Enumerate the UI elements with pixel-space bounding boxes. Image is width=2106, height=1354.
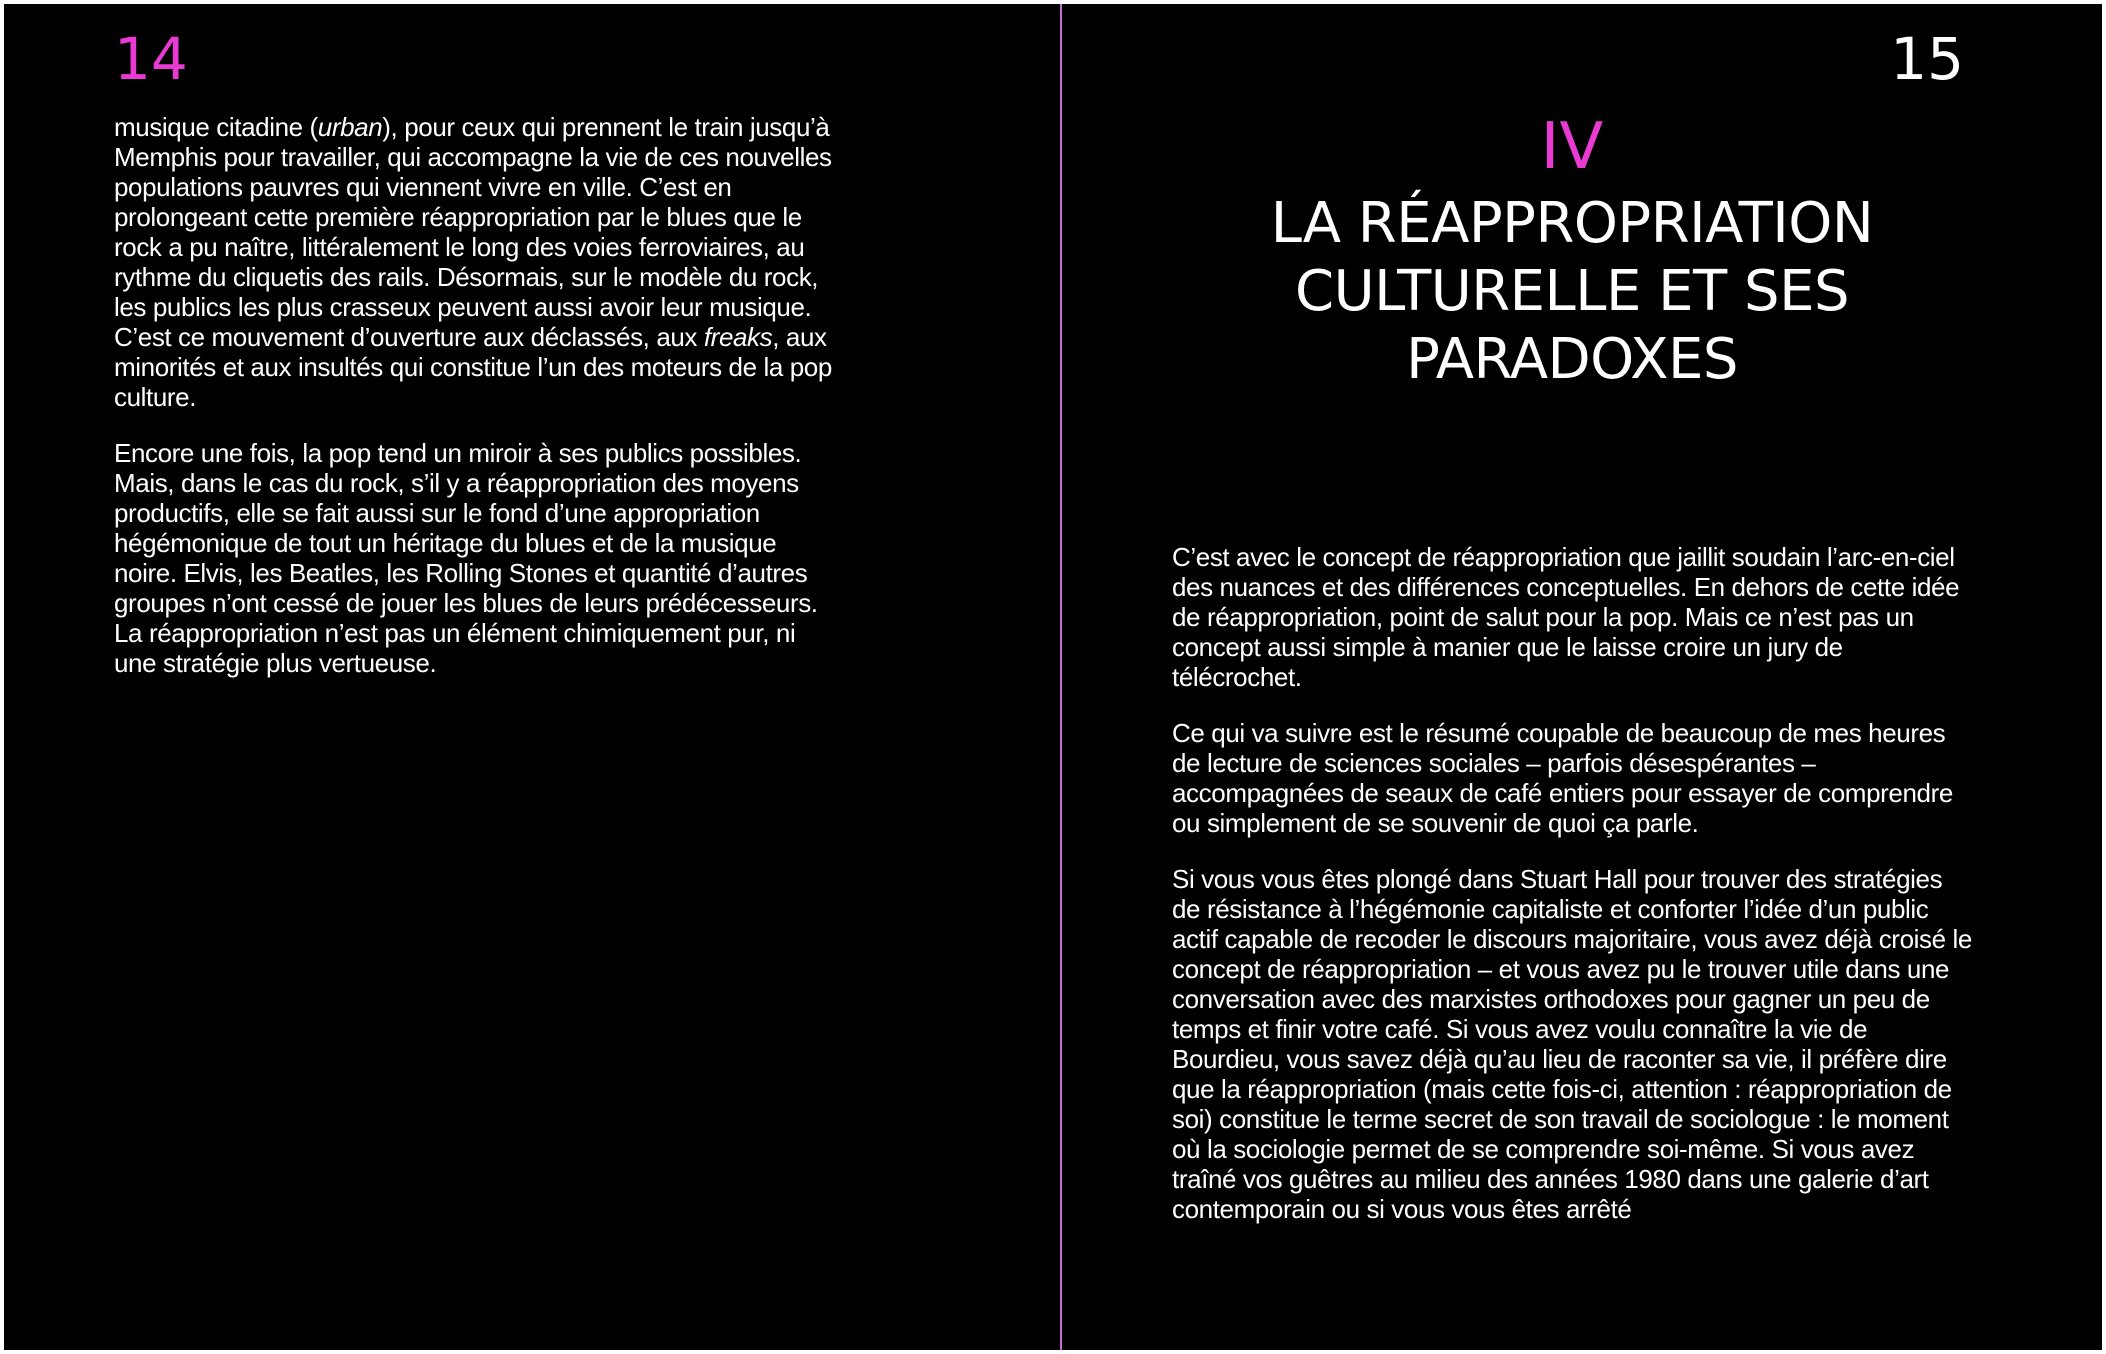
left-paragraph-1 (114, 112, 844, 412)
page-number-right: 15 (1890, 25, 1964, 93)
chapter-numeral: IV (1540, 110, 1604, 184)
left-paragraph-2: Encore une fois, la pop tend un miroir à ses publics possibles. Mais, dans le cas du rock, s’il y a réappropriation des moyens productifs, elle se fait aussi sur le fond d’une appropriation hégémonique de tout un héritage du blues et de la musique noire. Elvis, les Beatles, les Rolling Stones et quantité d’autres groupes n’ont cessé de jouer les blues de leurs prédécesseurs. La réappropriation n’est pas un élément chimiquement pur, ni une stratégie plus vertueuse. (114, 438, 818, 678)
right-paragraph-1: C’est avec le concept de réappropriation que jaillit soudain l’arc-en-ciel des nuances et des différences conceptuelles. En dehors de cette idée de réappropriation, point de salut pour la pop. Mais ce n’est pas un concept aussi simple à manier que le laisse croire un jury de télécrochet. (1172, 542, 1960, 692)
page-gutter-divider (1060, 4, 1062, 1350)
page-number-left: 14 (114, 25, 188, 93)
left-paragraph-1-part-b: ), pour ceux qui prennent le train jusqu’à Memphis pour travailler, qui accompagne la vie de ces nouvelles populations pauvres qui viennent vivre en ville. C’est en prolongeant cette première réappropriation par le blues que le rock a pu naître, littéralement le long des voies ferroviaires, au rythme du cliquetis des rails. Désormais, sur le modèle du rock, les publics les plus crasseux peuvent aussi avoir leur musique. C’est ce mouvement d’ouverture aux déclassés, aux (114, 112, 832, 352)
left-paragraph-1-part-c: , aux minorités et aux insultés qui constitue l’un des moteurs de la pop culture. (114, 322, 832, 412)
italic-word-urban: urban (317, 112, 383, 142)
book-spread (4, 4, 2102, 1350)
right-paragraph-3: Si vous vous êtes plongé dans Stuart Hall pour trouver des stratégies de résistance à l’hégémonie capitaliste et conforter l’idée d’un public actif capable de recoder le discours majoritaire, vous avez déjà croisé le concept de réappropriation – et vous avez pu le trouver utile dans une conversation avec des marxistes orthodoxes pour gagner un peu de temps et finir votre café. Si vous avez voulu connaître la vie de Bourdieu, vous savez déjà qu’au lieu de raconter sa vie, il préfère dire que la réappropriation (mais cette fois-ci, attention : réappropriation de soi) constitue le terme secret de son travail de sociologue : le moment où la sociologie permet de se comprendre soi-même. Si vous avez traîné vos guêtres au milieu des années 1980 dans une galerie d’art contemporain ou si vous vous êtes arrêté (1172, 864, 1972, 1224)
right-page-body (1172, 542, 1972, 1250)
right-paragraph-2: Ce qui va suivre est le résumé coupable de beaucoup de mes heures de lecture de sciences sociales – parfois désespérantes – accompagnées de seaux de café entiers pour essayer de comprendre ou simplement de se souvenir de quoi ça parle. (1172, 718, 1953, 838)
chapter-title: LA RÉAPPROPRIATION CULTURELLE ET SES PARADOXES (1270, 191, 1874, 392)
left-paragraph-1-part-a: musique citadine ( (114, 112, 318, 142)
left-page-body (114, 112, 844, 704)
italic-word-freaks: freaks (703, 322, 773, 352)
